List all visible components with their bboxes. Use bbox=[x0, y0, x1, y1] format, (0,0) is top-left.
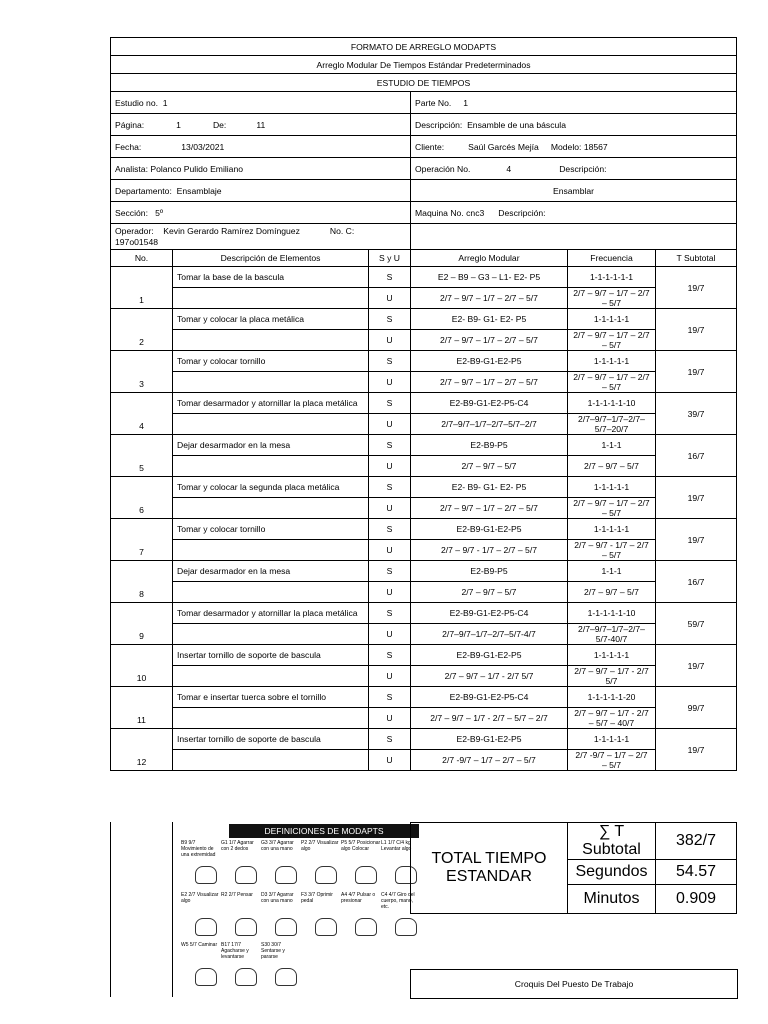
operador-cell: Operador: Kevin Gerardo Ramírez Domínguez No. C: 197o01548 bbox=[111, 224, 411, 250]
element-row bbox=[111, 645, 737, 666]
element-u-label: U bbox=[369, 288, 411, 309]
analista-cell: Analista: Polanco Pulido Emiliano bbox=[111, 158, 411, 180]
element-row-u bbox=[111, 540, 737, 561]
element-description: Tomar y colocar la segunda placa metálica bbox=[173, 477, 369, 498]
element-u-arreglo: 2/7–9/7–1/7–2/7–5/7–2/7 bbox=[411, 414, 568, 435]
hand-icon bbox=[275, 918, 297, 936]
element-row bbox=[111, 519, 737, 540]
element-s-frecuencia: 1-1-1-1-1-10 bbox=[568, 393, 656, 414]
element-number: 1 bbox=[111, 267, 173, 309]
modapts-definition-cell: A4 4/7 Pulsar o presionar bbox=[341, 892, 376, 904]
cliente-cell: Cliente: Saúl Garcés Mejía Modelo: 18567 bbox=[411, 136, 737, 158]
hand-icon bbox=[355, 918, 377, 936]
element-s-frecuencia: 1-1-1-1-1-20 bbox=[568, 687, 656, 708]
element-description: Dejar desarmador en la mesa bbox=[173, 435, 369, 456]
parte-cell: Parte No. 1 bbox=[411, 92, 737, 114]
hand-icon bbox=[235, 866, 257, 884]
hand-icon bbox=[355, 866, 377, 884]
element-row-u bbox=[111, 330, 737, 351]
hand-icon bbox=[195, 866, 217, 884]
element-row-u bbox=[111, 456, 737, 477]
fecha-cell: Fecha: 13/03/2021 bbox=[111, 136, 411, 158]
modapts-definition-cell: G3 3/7 Agarrar con una mano bbox=[261, 840, 294, 852]
element-u-frecuencia: 2/7 – 9/7 – 1/7 – 2/7 – 5/7 bbox=[568, 330, 656, 351]
element-row bbox=[111, 393, 737, 414]
section-title: ESTUDIO DE TIEMPOS bbox=[111, 74, 737, 92]
element-description-empty bbox=[173, 288, 369, 309]
element-s-label: S bbox=[369, 687, 411, 708]
element-description: Tomar desarmador y atornillar la placa metálica bbox=[173, 603, 369, 624]
empty-cell bbox=[411, 224, 737, 250]
hand-icon bbox=[195, 968, 217, 986]
element-row-u bbox=[111, 666, 737, 687]
element-row bbox=[111, 309, 737, 330]
element-description-empty bbox=[173, 498, 369, 519]
subtotal-value: 382/7 bbox=[656, 823, 737, 860]
totals-table bbox=[410, 822, 737, 914]
modapts-definition-cell: P2 2/7 Visualizar algo bbox=[301, 840, 339, 852]
element-row bbox=[111, 603, 737, 624]
element-u-label: U bbox=[369, 498, 411, 519]
element-s-frecuencia: 1-1-1-1-1 bbox=[568, 519, 656, 540]
element-s-frecuencia: 1-1-1 bbox=[568, 435, 656, 456]
element-description-empty bbox=[173, 372, 369, 393]
pagina-cell: Página: 1 De: 11 bbox=[111, 114, 411, 136]
element-u-frecuencia: 2/7 – 9/7 – 1/7 – 2/7 – 5/7 bbox=[568, 372, 656, 393]
element-number: 7 bbox=[111, 519, 173, 561]
element-number: 6 bbox=[111, 477, 173, 519]
element-s-arreglo: E2-B9-P5 bbox=[411, 561, 568, 582]
element-s-arreglo: E2 – B9 – G3 – L1- E2- P5 bbox=[411, 267, 568, 288]
element-u-arreglo: 2/7 – 9/7 – 5/7 bbox=[411, 456, 568, 477]
element-s-arreglo: E2-B9-G1-E2-P5 bbox=[411, 645, 568, 666]
modapts-definition-cell: D3 3/7 Agarrar con una mano bbox=[261, 892, 294, 904]
element-u-frecuencia: 2/7 – 9/7 – 1/7 - 2/7 – 5/7 – 40/7 bbox=[568, 708, 656, 729]
element-u-frecuencia: 2/7 – 9/7 – 1/7 – 2/7 – 5/7 bbox=[568, 288, 656, 309]
element-s-arreglo: E2-B9-G1-E2-P5-C4 bbox=[411, 687, 568, 708]
departamento-cell: Departamento: Ensamblaje bbox=[111, 180, 411, 202]
elements-body bbox=[111, 267, 737, 771]
element-description-empty bbox=[173, 666, 369, 687]
maquina-cell: Maquina No. cnc3 Descripción: bbox=[411, 202, 737, 224]
hand-icon bbox=[275, 866, 297, 884]
element-row bbox=[111, 729, 737, 750]
element-description: Insertar tornillo de soporte de bascula bbox=[173, 645, 369, 666]
element-subtotal: 19/7 bbox=[656, 351, 737, 393]
element-description-empty bbox=[173, 582, 369, 603]
element-s-label: S bbox=[369, 267, 411, 288]
element-number: 2 bbox=[111, 309, 173, 351]
element-row bbox=[111, 687, 737, 708]
element-u-label: U bbox=[369, 582, 411, 603]
element-s-label: S bbox=[369, 351, 411, 372]
element-s-frecuencia: 1-1-1-1-1-10 bbox=[568, 603, 656, 624]
element-s-arreglo: E2- B9- G1- E2- P5 bbox=[411, 309, 568, 330]
modapts-image-title: DEFINICIONES DE MODAPTS bbox=[229, 824, 419, 838]
element-u-frecuencia: 2/7 – 9/7 - 1/7 – 2/7 – 5/7 bbox=[568, 540, 656, 561]
element-description-empty bbox=[173, 330, 369, 351]
element-u-arreglo: 2/7 – 9/7 – 1/7 - 2/7 – 5/7 – 2/7 bbox=[411, 708, 568, 729]
seccion-cell: Sección: 5º bbox=[111, 202, 411, 224]
total-label: TOTAL TIEMPO ESTANDAR bbox=[411, 823, 568, 914]
descripcion-cell: Descripción: Ensamble de una báscula bbox=[411, 114, 737, 136]
element-u-frecuencia: 2/7 – 9/7 – 5/7 bbox=[568, 582, 656, 603]
element-u-frecuencia: 2/7 – 9/7 – 1/7 – 2/7 – 5/7 bbox=[568, 498, 656, 519]
segundos-label: Segundos bbox=[568, 860, 656, 885]
element-s-arreglo: E2-B9-G1-E2-P5 bbox=[411, 519, 568, 540]
element-s-label: S bbox=[369, 729, 411, 750]
element-row-u bbox=[111, 708, 737, 729]
element-number: 9 bbox=[111, 603, 173, 645]
subtotal-label: ∑ T Subtotal bbox=[568, 823, 656, 860]
element-row bbox=[111, 477, 737, 498]
element-description: Tomar desarmador y atornillar la placa metálica bbox=[173, 393, 369, 414]
modapts-definition-cell: C4 4/7 Giro del cuerpo, mano, etc. bbox=[381, 892, 415, 910]
hand-icon bbox=[195, 918, 217, 936]
element-s-label: S bbox=[369, 435, 411, 456]
modapts-form bbox=[110, 37, 736, 771]
element-u-arreglo: 2/7 – 9/7 – 1/7 – 2/7 – 5/7 bbox=[411, 330, 568, 351]
col-tsubtotal: T Subtotal bbox=[656, 250, 737, 267]
hand-icon bbox=[315, 918, 337, 936]
modapts-definition-cell: L1 1/7 C/4 kg Levantar algo bbox=[381, 840, 412, 852]
modapts-definition-cell: S30 30/7 Sentarse y pararse bbox=[261, 942, 285, 960]
element-description: Dejar desarmador en la mesa bbox=[173, 561, 369, 582]
element-number: 4 bbox=[111, 393, 173, 435]
hand-icon bbox=[395, 918, 417, 936]
element-u-label: U bbox=[369, 540, 411, 561]
element-subtotal: 19/7 bbox=[656, 309, 737, 351]
element-row bbox=[111, 267, 737, 288]
col-syu: S y U bbox=[369, 250, 411, 267]
element-description: Tomar y colocar la placa metálica bbox=[173, 309, 369, 330]
col-arreglo: Arreglo Modular bbox=[411, 250, 568, 267]
element-u-frecuencia: 2/7 – 9/7 – 1/7 - 2/7 5/7 bbox=[568, 666, 656, 687]
modapts-definition-cell: R2 2/7 Pensar bbox=[221, 892, 253, 898]
element-s-arreglo: E2-B9-G1-E2-P5 bbox=[411, 729, 568, 750]
modapts-definitions-image bbox=[172, 822, 415, 997]
element-subtotal: 19/7 bbox=[656, 267, 737, 309]
element-number: 8 bbox=[111, 561, 173, 603]
element-row-u bbox=[111, 498, 737, 519]
operacion-cell: Operación No. 4 Descripción: bbox=[411, 158, 737, 180]
element-s-arreglo: E2- B9- G1- E2- P5 bbox=[411, 477, 568, 498]
header-table bbox=[110, 37, 737, 771]
element-u-arreglo: 2/7 – 9/7 – 5/7 bbox=[411, 582, 568, 603]
col-no: No. bbox=[111, 250, 173, 267]
element-s-label: S bbox=[369, 645, 411, 666]
element-u-arreglo: 2/7–9/7–1/7–2/7–5/7-4/7 bbox=[411, 624, 568, 645]
form-subtitle: Arreglo Modular De Tiempos Estándar Predeterminados bbox=[111, 56, 737, 74]
modapts-definition-cell: G1 1/7 Agarrar con 2 dedos bbox=[221, 840, 254, 852]
element-s-label: S bbox=[369, 561, 411, 582]
element-u-arreglo: 2/7 – 9/7 – 1/7 – 2/7 – 5/7 bbox=[411, 498, 568, 519]
hand-icon bbox=[235, 968, 257, 986]
element-subtotal: 99/7 bbox=[656, 687, 737, 729]
element-subtotal: 59/7 bbox=[656, 603, 737, 645]
element-number: 10 bbox=[111, 645, 173, 687]
element-s-arreglo: E2-B9-G1-E2-P5-C4 bbox=[411, 603, 568, 624]
element-row bbox=[111, 351, 737, 372]
croquis-label: Croquis Del Puesto De Trabajo bbox=[410, 969, 738, 999]
element-number: 5 bbox=[111, 435, 173, 477]
element-subtotal: 19/7 bbox=[656, 645, 737, 687]
segundos-value: 54.57 bbox=[656, 860, 737, 885]
minutos-label: Minutos bbox=[568, 885, 656, 914]
element-s-frecuencia: 1-1-1-1-1 bbox=[568, 351, 656, 372]
element-u-frecuencia: 2/7 -9/7 – 1/7 – 2/7 – 5/7 bbox=[568, 750, 656, 771]
element-description: Tomar la base de la bascula bbox=[173, 267, 369, 288]
element-u-label: U bbox=[369, 330, 411, 351]
element-u-label: U bbox=[369, 666, 411, 687]
element-description-empty bbox=[173, 708, 369, 729]
element-u-arreglo: 2/7 -9/7 – 1/7 – 2/7 – 5/7 bbox=[411, 750, 568, 771]
element-description: Tomar y colocar tornillo bbox=[173, 351, 369, 372]
element-u-label: U bbox=[369, 708, 411, 729]
element-s-label: S bbox=[369, 393, 411, 414]
element-u-label: U bbox=[369, 456, 411, 477]
element-s-arreglo: E2-B9-P5 bbox=[411, 435, 568, 456]
element-u-arreglo: 2/7 – 9/7 – 1/7 – 2/7 – 5/7 bbox=[411, 372, 568, 393]
element-description-empty bbox=[173, 414, 369, 435]
element-row-u bbox=[111, 372, 737, 393]
element-u-label: U bbox=[369, 372, 411, 393]
element-s-arreglo: E2-B9-G1-E2-P5 bbox=[411, 351, 568, 372]
element-u-frecuencia: 2/7 – 9/7 – 5/7 bbox=[568, 456, 656, 477]
element-description: Tomar e insertar tuerca sobre el tornillo bbox=[173, 687, 369, 708]
hand-icon bbox=[275, 968, 297, 986]
element-row-u bbox=[111, 750, 737, 771]
modapts-definition-cell: W5 5/7 Caminar bbox=[181, 942, 218, 948]
element-u-label: U bbox=[369, 750, 411, 771]
element-row-u bbox=[111, 414, 737, 435]
column-header-row bbox=[111, 250, 737, 267]
element-u-label: U bbox=[369, 624, 411, 645]
element-row bbox=[111, 561, 737, 582]
element-subtotal: 39/7 bbox=[656, 393, 737, 435]
element-u-label: U bbox=[369, 414, 411, 435]
estudio-cell: Estudio no. 1 bbox=[111, 92, 411, 114]
element-s-frecuencia: 1-1-1-1-1 bbox=[568, 477, 656, 498]
element-s-label: S bbox=[369, 477, 411, 498]
modapts-definition-cell: E2 2/7 Visualizar algo bbox=[181, 892, 219, 904]
element-s-label: S bbox=[369, 309, 411, 330]
element-u-frecuencia: 2/7–9/7–1/7–2/7–5/7–20/7 bbox=[568, 414, 656, 435]
form-title: FORMATO DE ARREGLO MODAPTS bbox=[111, 38, 737, 56]
modapts-definition-cell: B17 17/7 Agacharse y levantarse bbox=[221, 942, 249, 960]
element-s-frecuencia: 1-1-1-1-1 bbox=[568, 309, 656, 330]
element-s-frecuencia: 1-1-1-1-1 bbox=[568, 645, 656, 666]
modapts-definition-cell: P5 5/7 Posicionar algo Colocar bbox=[341, 840, 381, 852]
element-s-frecuencia: 1-1-1-1-1-1 bbox=[568, 267, 656, 288]
element-row bbox=[111, 435, 737, 456]
hand-icon bbox=[315, 866, 337, 884]
hand-icon bbox=[235, 918, 257, 936]
element-subtotal: 19/7 bbox=[656, 519, 737, 561]
element-description: Insertar tornillo de soporte de bascula bbox=[173, 729, 369, 750]
element-number: 3 bbox=[111, 351, 173, 393]
element-u-arreglo: 2/7 – 9/7 - 1/7 – 2/7 – 5/7 bbox=[411, 540, 568, 561]
element-subtotal: 16/7 bbox=[656, 561, 737, 603]
element-s-label: S bbox=[369, 603, 411, 624]
element-number: 11 bbox=[111, 687, 173, 729]
element-row-u bbox=[111, 288, 737, 309]
element-number: 12 bbox=[111, 729, 173, 771]
minutos-value: 0.909 bbox=[656, 885, 737, 914]
element-subtotal: 19/7 bbox=[656, 477, 737, 519]
element-row-u bbox=[111, 624, 737, 645]
element-description-empty bbox=[173, 540, 369, 561]
modapts-definition-cell: F3 3/7 Oprimir pedal bbox=[301, 892, 333, 904]
col-frecuencia: Frecuencia bbox=[568, 250, 656, 267]
element-description-empty bbox=[173, 456, 369, 477]
element-s-frecuencia: 1-1-1 bbox=[568, 561, 656, 582]
modapts-definition-cell: B9 9/7 Movimiento de una extremidad bbox=[181, 840, 216, 858]
element-u-arreglo: 2/7 – 9/7 – 1/7 - 2/7 5/7 bbox=[411, 666, 568, 687]
col-descripcion: Descripción de Elementos bbox=[173, 250, 369, 267]
element-description: Tomar y colocar tornillo bbox=[173, 519, 369, 540]
element-description-empty bbox=[173, 750, 369, 771]
element-u-frecuencia: 2/7–9/7–1/7–2/7–5/7-40/7 bbox=[568, 624, 656, 645]
element-s-frecuencia: 1-1-1-1-1 bbox=[568, 729, 656, 750]
bottom-section bbox=[110, 822, 736, 997]
element-subtotal: 16/7 bbox=[656, 435, 737, 477]
ensamblar-cell: Ensamblar bbox=[411, 180, 737, 202]
element-s-arreglo: E2-B9-G1-E2-P5-C4 bbox=[411, 393, 568, 414]
element-s-label: S bbox=[369, 519, 411, 540]
element-description-empty bbox=[173, 624, 369, 645]
element-subtotal: 19/7 bbox=[656, 729, 737, 771]
element-row-u bbox=[111, 582, 737, 603]
element-u-arreglo: 2/7 – 9/7 – 1/7 – 2/7 – 5/7 bbox=[411, 288, 568, 309]
